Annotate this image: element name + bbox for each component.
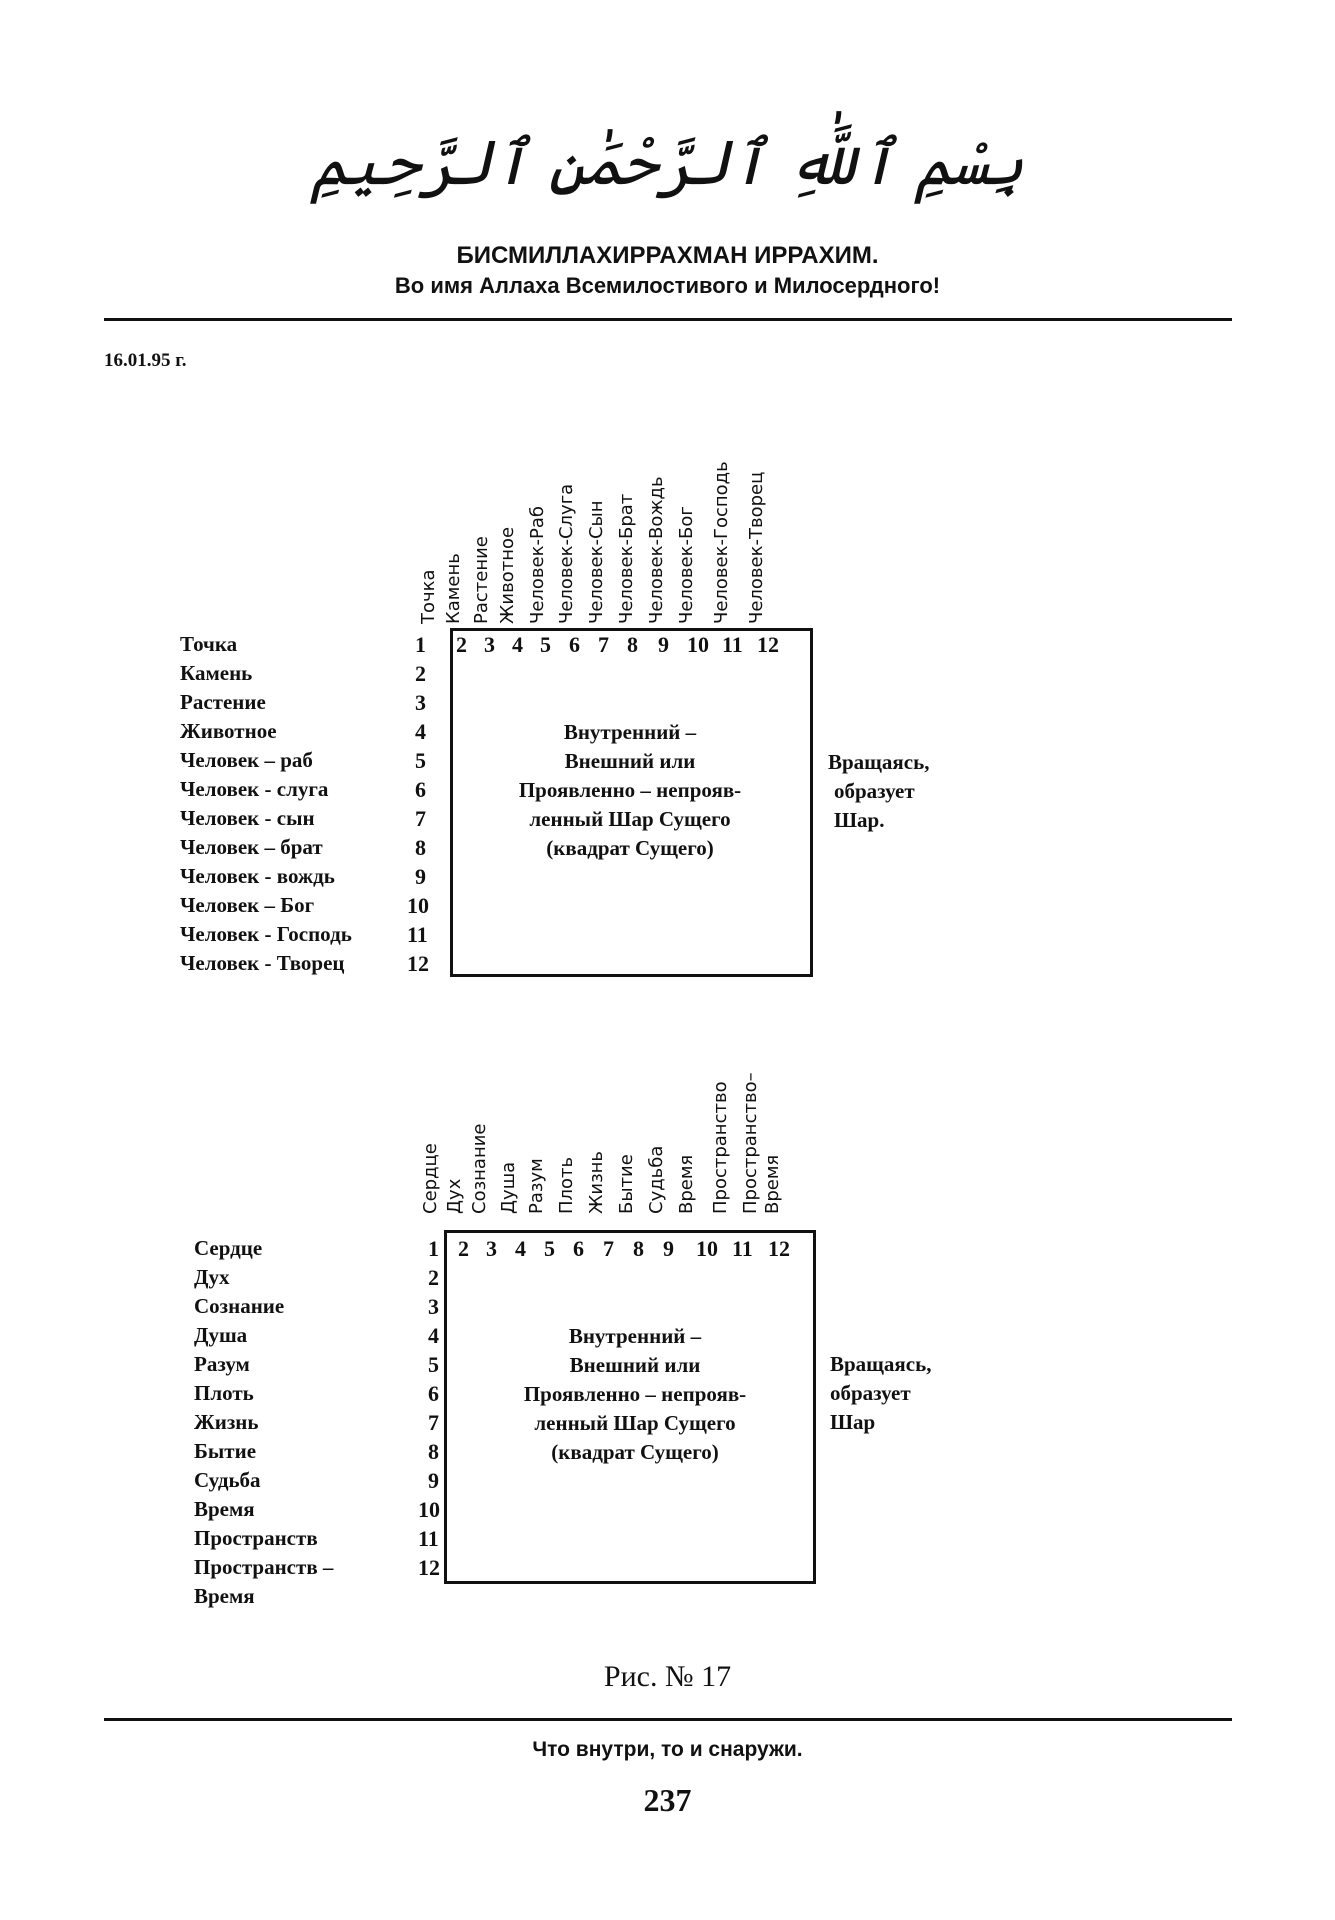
figure2-row-number: 11 [418,1526,439,1551]
footer-text: Что внутри, то и снаружи. [532,1738,803,1761]
figure2-top-number: 2 [458,1236,469,1261]
figure2-row-label: Бытие [194,1439,257,1463]
header-divider [104,318,1232,321]
figure1-center-line: Внешний или [564,749,696,773]
figure2-column-label: Жизнь [586,1150,607,1214]
figure2-row-label: Сознание [194,1294,285,1318]
figure2-row-number: 5 [428,1352,439,1377]
date: 16.01.95 г. [104,350,187,371]
figure2-top-number: 9 [663,1236,674,1261]
figure1-column-label: Человек-Бог [676,506,697,624]
figure2-row-label: Сердце [194,1236,263,1260]
figure2-row-label: Время [194,1497,255,1521]
figure2-row-label: Судьба [194,1468,261,1492]
figure2-center-line: (квадрат Сущего) [551,1440,719,1464]
figure2-row-label: Время [194,1584,255,1608]
figure1-column-label: Человек-Слуга [556,483,577,624]
figure2-column-label: Бытие [616,1154,637,1214]
figure1-column-label: Человек-Творец [746,471,767,624]
figure1-top-number: 7 [598,632,609,657]
page-number: 237 [643,1782,692,1818]
figure1-top-number: 8 [627,632,638,657]
figure2-top-number: 10 [696,1236,718,1261]
figure2-column-label: Время [762,1154,783,1214]
figure2-column-label: Пространство– [740,1072,761,1214]
figure1-row-label: Животное [180,719,277,743]
figure1-column-label: Растение [471,536,492,624]
figure2-side-line: образует [830,1381,911,1405]
figure1-row-label: Человек – брат [180,835,323,859]
figure2-row-number: 8 [428,1439,439,1464]
bismillah-calligraphy: بِسْمِ ٱللَّٰهِ ٱلرَّحْمَٰنِ ٱلرَّحِيمِ [310,126,1025,199]
figure2-column-label: Судьба [646,1145,667,1214]
figure1-row-label: Человек - Господь [180,922,352,946]
figure2-center-line: Проявленно – непрояв- [523,1382,747,1406]
figure2-column-label: Душа [498,1161,519,1214]
figure2-column-label: Время [676,1154,697,1214]
figure2-row-number: 12 [418,1555,440,1580]
figure2-top-number: 7 [603,1236,614,1261]
figure1-center-line: ленный Шар Сущего [529,807,731,831]
figure2-center-line: ленный Шар Сущего [534,1411,736,1435]
figure1-column-label: Камень [443,553,464,624]
figure1-top-number: 11 [722,632,743,657]
figure2-row-number: 4 [428,1323,439,1348]
figure1-column-label: Человек-Сын [586,500,607,624]
figure1-row-number: 5 [415,748,426,773]
figure2-column-label: Разум [526,1158,547,1214]
figure1-row-label: Растение [180,690,266,714]
figure1-row-label: Человек - сын [180,806,315,830]
figure1-top-number: 10 [687,632,709,657]
figure2-row-number: 9 [428,1468,439,1493]
figure1-row-label: Человек - слуга [180,777,329,801]
figure1-row-number: 3 [415,690,426,715]
figure2-top-number: 12 [768,1236,790,1261]
figure1-row-label: Камень [180,661,253,685]
figure2-row-label: Душа [194,1323,248,1347]
figure2-row-label: Дух [194,1265,230,1289]
figure1-top-number: 5 [540,632,551,657]
figure1-row-number: 11 [407,922,428,947]
figure-caption: Рис. № 17 [603,1660,732,1693]
figure1-top-number: 6 [569,632,580,657]
figure2-row-number: 7 [428,1410,439,1435]
figure1-row-number: 12 [407,951,429,976]
figure2-row-number: 6 [428,1381,439,1406]
figure1-row-number: 2 [415,661,426,686]
figure1-column-label: Человек-Брат [616,493,637,624]
figure1-row-label: Точка [180,632,238,656]
figure1-row-number: 4 [415,719,426,744]
figure2-center-text [470,1322,800,1467]
footer-divider [104,1718,1232,1721]
figure2-top-number: 6 [573,1236,584,1261]
figure1-row-number: 7 [415,806,426,831]
figure1-side-line: Вращаясь, [828,750,930,774]
figure1-side-text [828,748,929,835]
figure2-top-number: 5 [544,1236,555,1261]
figure1-top-number: 4 [512,632,523,657]
figure2-top-number: 8 [633,1236,644,1261]
figure1-row-number: 8 [415,835,426,860]
figure2-top-number: 3 [486,1236,497,1261]
figure1-center-line: (квадрат Сущего) [546,836,714,860]
figure1-top-number: 3 [484,632,495,657]
figure1-column-label: Человек-Господь [711,461,732,624]
figure1-center-line: Внутренний – [563,720,697,744]
figure2-row-number: 1 [428,1236,439,1261]
figure1-row-label: Человек - Творец [180,951,345,975]
figure2-top-number: 11 [732,1236,753,1261]
figure1-top-number: 9 [658,632,669,657]
figure2-center-line: Внутренний – [568,1324,702,1348]
figure2-row-label: Плоть [194,1381,254,1405]
figure2-row-number: 2 [428,1265,439,1290]
figure1-row-number: 9 [415,864,426,889]
figure1-side-line: образует [834,779,915,803]
figure1-column-label: Животное [497,526,518,624]
figure2-column-label: Сознание [469,1123,490,1214]
figure1-row-label: Человек – Бог [180,893,315,917]
figure2-row-label: Пространств [194,1526,318,1550]
figure1-center-text [470,718,790,863]
figure2-row-number: 10 [418,1497,440,1522]
figure2-column-label: Пространство [710,1081,731,1214]
figure1-row-label: Человек - вождь [180,864,335,888]
figure2-center-line: Внешний или [569,1353,701,1377]
figure1-side-line: Шар. [834,808,885,832]
figure2-side-line: Шар [830,1410,876,1434]
figure1-top-number: 12 [757,632,779,657]
figure2-row-label: Жизнь [194,1410,259,1434]
figure1-row-number: 6 [415,777,426,802]
figure2-column-label: Сердце [420,1143,441,1214]
figure2-row-number: 3 [428,1294,439,1319]
figure1-column-label: Человек-Вождь [646,476,667,624]
figure2-top-number: 4 [515,1236,526,1261]
figure2-column-label: Дух [444,1178,465,1214]
figure1-row-number: 10 [407,893,429,918]
figure1-row-number: 1 [415,632,426,657]
figure2-side-line: Вращаясь, [830,1352,932,1376]
figure1-top-number: 2 [456,632,467,657]
figure2-row-label: Пространств – [194,1555,334,1579]
header-title: БИСМИЛЛАХИРРАХМАН ИРРАХИМ. [456,242,879,269]
figure1-row-label: Человек – раб [180,748,313,772]
figure2-row-label: Разум [194,1352,250,1376]
figure1-column-label: Человек-Раб [527,506,548,624]
figure1-center-line: Проявленно – непрояв- [518,778,742,802]
figure2-column-label: Плоть [556,1156,577,1214]
figure2-side-text [830,1350,931,1437]
figure1-column-label: Точка [418,569,439,624]
header-subtitle: Во имя Аллаха Всемилостивого и Милосердного! [394,273,941,298]
